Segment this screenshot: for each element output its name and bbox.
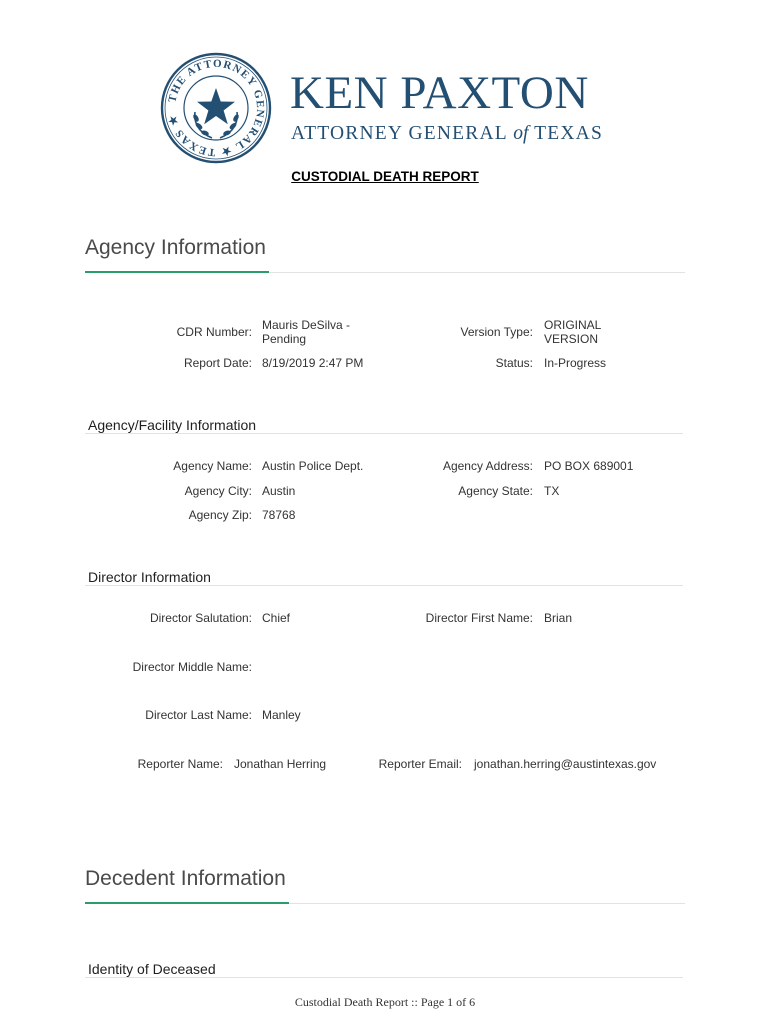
reporter-email-value: jonathan.herring@austintexas.gov: [474, 757, 657, 771]
seal-ring-text: THE ATTORNEY GENERAL ★ TEXAS ★: [166, 57, 267, 159]
director-last-name-label: Director Last Name:: [145, 708, 252, 722]
agency-zip-value: 78768: [262, 508, 296, 522]
subsection-rule: [85, 433, 683, 434]
facility-information-heading: Agency/Facility Information: [88, 417, 257, 433]
official-name: KEN PAXTON: [290, 67, 589, 119]
director-first-name-value: Brian: [544, 611, 573, 625]
agency-name-value: Austin Police Dept.: [262, 459, 364, 473]
version-type-value: ORIGINAL VERSION: [544, 318, 602, 346]
subsection-rule: [85, 585, 683, 586]
cdr-number-label: CDR Number:: [176, 325, 252, 339]
section-accent: [85, 271, 269, 273]
identity-of-deceased-heading: Identity of Deceased: [88, 961, 216, 977]
version-type-label: Version Type:: [460, 325, 533, 339]
director-middle-name-label: Director Middle Name:: [132, 660, 252, 674]
agency-information-heading: Agency Information: [85, 236, 266, 259]
seal-star-icon: [197, 88, 235, 124]
director-information-heading: Director Information: [88, 569, 211, 585]
agency-city-value: Austin: [262, 484, 296, 498]
director-last-name-value: Manley: [262, 708, 301, 722]
agency-address-value: PO BOX 689001: [544, 459, 634, 473]
report-date-value: 8/19/2019 2:47 PM: [262, 356, 364, 370]
status-label: Status:: [495, 356, 533, 370]
agency-state-value: TX: [544, 484, 560, 498]
reporter-name-value: Jonathan Herring: [234, 757, 327, 771]
agency-address-label: Agency Address:: [442, 459, 533, 473]
director-first-name-label: Director First Name:: [425, 611, 533, 625]
cdr-number-value: Mauris DeSilva - Pending: [262, 318, 351, 346]
section-accent: [85, 902, 289, 904]
agency-city-label: Agency City:: [184, 484, 252, 498]
agency-name-label: Agency Name:: [173, 459, 252, 473]
attorney-general-seal-logo: [160, 52, 272, 164]
director-salutation-value: Chief: [262, 611, 291, 625]
agency-state-label: Agency State:: [458, 484, 533, 498]
reporter-name-label: Reporter Name:: [137, 757, 223, 771]
official-subtitle: ATTORNEY GENERAL of TEXAS: [291, 123, 603, 144]
decedent-information-heading: Decedent Information: [85, 867, 286, 890]
agency-zip-label: Agency Zip:: [188, 508, 252, 522]
report-title: CUSTODIAL DEATH REPORT: [291, 169, 479, 184]
report-date-label: Report Date:: [183, 356, 252, 370]
reporter-email-label: Reporter Email:: [378, 757, 462, 771]
page-footer: Custodial Death Report :: Page 1 of 6: [294, 995, 476, 1009]
status-value: In-Progress: [544, 356, 607, 370]
subsection-rule: [85, 977, 683, 978]
director-salutation-label: Director Salutation:: [149, 611, 252, 625]
